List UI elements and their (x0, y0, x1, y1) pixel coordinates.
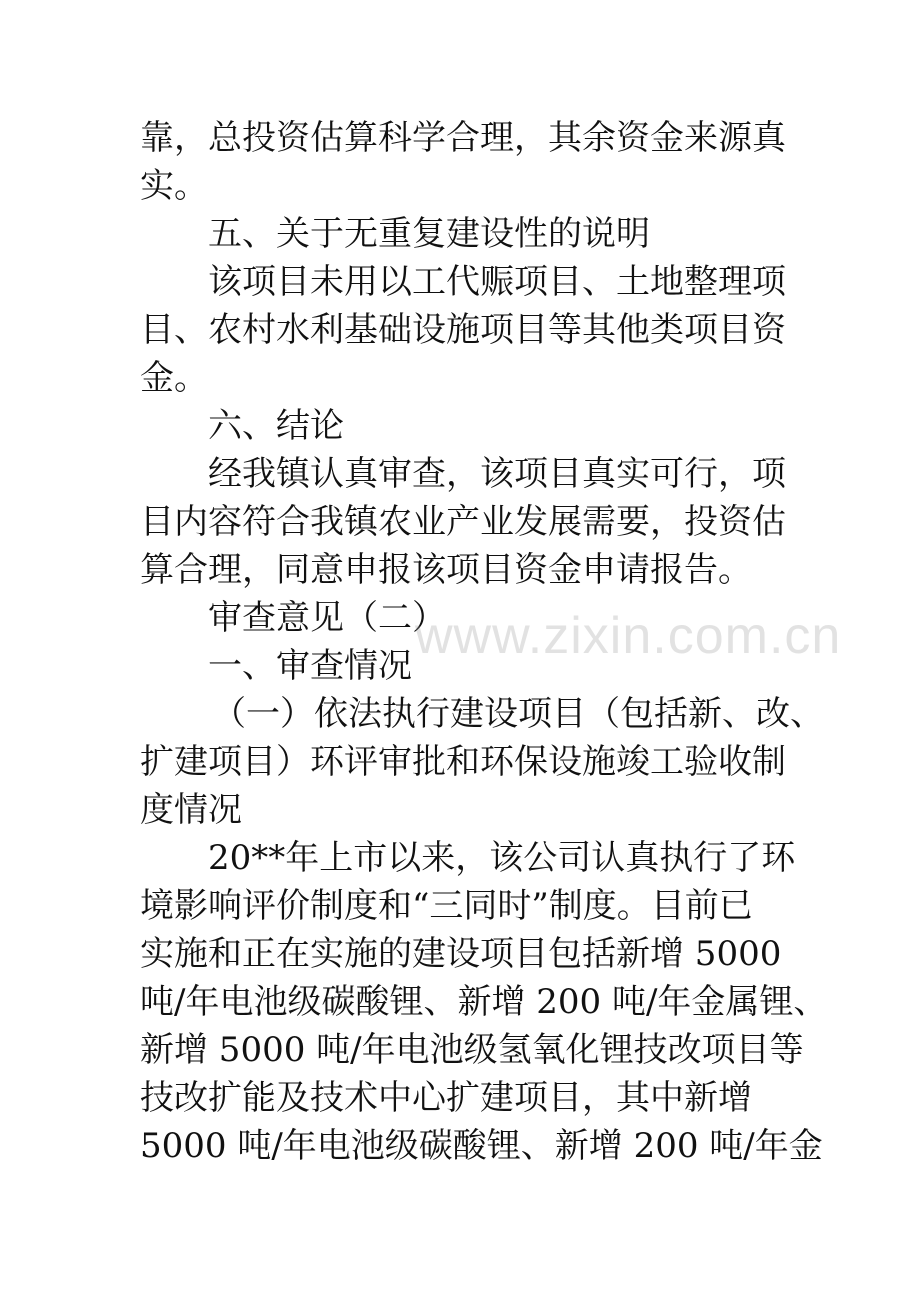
subsection-heading-1: （一）依法执行建设项目（包括新、改、 (212, 694, 824, 734)
text-line-2: 实。 (140, 166, 208, 206)
section-heading-6: 六、结论 (208, 406, 344, 446)
text-line-18: 实施和正在实施的建设项目包括新增 5000 (140, 934, 782, 974)
text-line-19: 吨/年电池级碳酸锂、新增 200 吨/年金属锂、 (140, 982, 828, 1022)
review-heading-2: 审查意见（二） (208, 598, 446, 638)
text-line-6: 金。 (140, 358, 208, 398)
text-line-1: 靠，总投资估算科学合理，其余资金来源真 (140, 118, 786, 158)
text-line-21: 技改扩能及技术中心扩建项目，其中新增 (140, 1078, 752, 1118)
text-line-9: 目内容符合我镇农业产业发展需要，投资估 (140, 502, 786, 542)
text-line-15: 度情况 (140, 790, 242, 830)
watermark: www.zixin.com.cn (415, 607, 842, 665)
text-line-5: 目、农村水利基础设施项目等其他类项目资 (140, 310, 786, 350)
text-line-4: 该项目未用以工代赈项目、土地整理项 (208, 262, 786, 302)
text-line-14: 扩建项目）环评审批和环保设施竣工验收制 (140, 742, 786, 782)
text-line-17: 境影响评价制度和“三同时”制度。目前已 (140, 886, 753, 926)
text-line-8: 经我镇认真审查，该项目真实可行，项 (208, 454, 786, 494)
text-line-16: 20**年上市以来，该公司认真执行了环 (208, 838, 796, 878)
text-line-22: 5000 吨/年电池级碳酸锂、新增 200 吨/年金 (140, 1126, 823, 1166)
section-heading-5: 五、关于无重复建设性的说明 (208, 214, 650, 254)
text-line-20: 新增 5000 吨/年电池级氢氧化锂技改项目等 (140, 1030, 804, 1070)
text-line-10: 算合理，同意申报该项目资金申请报告。 (140, 550, 752, 590)
section-heading-review: 一、审查情况 (208, 646, 412, 686)
